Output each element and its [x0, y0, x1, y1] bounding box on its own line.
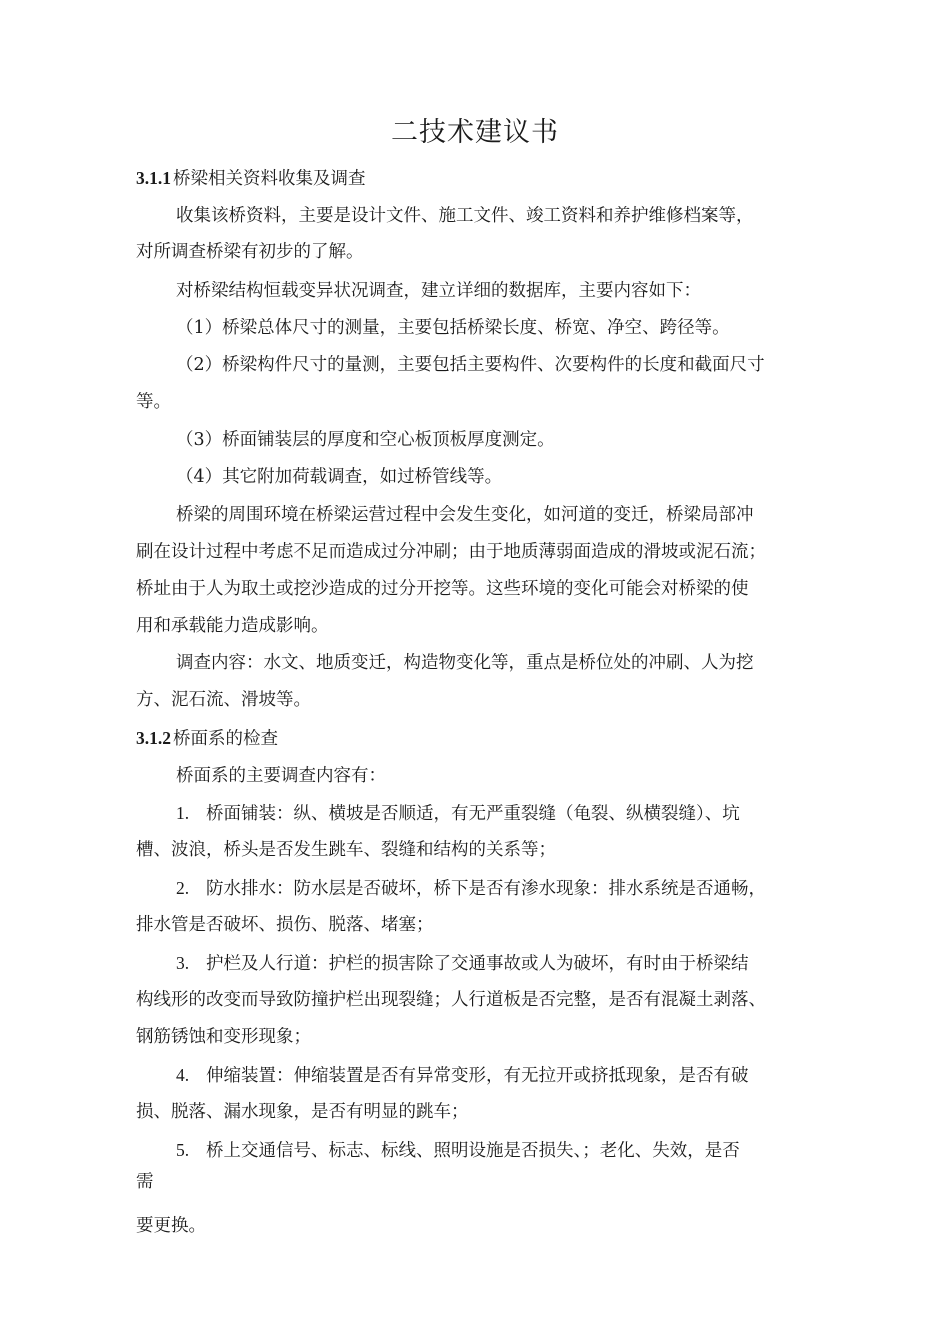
numbered-item — [176, 1138, 740, 1163]
numbered-item — [176, 876, 766, 901]
section-number: 3.1.2 — [136, 728, 171, 748]
item-text: 桥面铺装：纵、横坡是否顺适，有无严重裂缝（龟裂、纵横裂缝）、坑 — [206, 804, 740, 824]
numbered-item — [176, 801, 740, 826]
numbered-item-continuation: 需 — [136, 1172, 154, 1192]
list-item: （1）桥梁总体尺寸的测量，主要包括桥梁长度、桥宽、净空、跨径等。 — [176, 318, 730, 338]
document-title: 二技术建议书 — [391, 117, 559, 148]
numbered-item — [176, 951, 749, 976]
paragraph-line: 用和承载能力造成影响。 — [136, 616, 329, 636]
numbered-item-continuation: 钢筋锈蚀和变形现象； — [136, 1027, 311, 1047]
numbered-item — [176, 1063, 749, 1088]
item-text: 桥上交通信号、标志、标线、照明设施是否损失、；老化、失效，是否 — [206, 1141, 740, 1161]
item-number: 2. — [176, 878, 190, 898]
paragraph-line: 桥面系的主要调查内容有： — [176, 766, 386, 786]
paragraph-line: 收集该桥资料，主要是设计文件、施工文件、竣工资料和养护维修档案等， — [176, 206, 754, 226]
paragraph-line: 桥址由于人为取土或挖沙造成的过分开挖等。这些环境的变化可能会对桥梁的使 — [136, 579, 749, 599]
item-number: 4. — [176, 1065, 190, 1085]
item-text: 防水排水：防水层是否破坏，桥下是否有渗水现象：排水系统是否通畅， — [206, 879, 766, 899]
list-item: （2）桥梁构件尺寸的量测，主要包括主要构件、次要构件的长度和截面尺寸 — [176, 355, 765, 375]
paragraph-line: 对所调查桥梁有初步的了解。 — [136, 242, 364, 262]
numbered-item-continuation: 损、脱落、漏水现象，是否有明显的跳车； — [136, 1102, 469, 1122]
paragraph-line: 方、泥石流、滑坡等。 — [136, 690, 311, 710]
item-number: 5. — [176, 1140, 190, 1160]
section-title: 桥梁相关资料收集及调查 — [173, 169, 366, 189]
section-number: 3.1.1 — [136, 168, 171, 188]
list-item: （4）其它附加荷载调查，如过桥管线等。 — [176, 467, 503, 487]
numbered-item-continuation: 槽、波浪，桥头是否发生跳车、裂缝和结构的关系等； — [136, 840, 556, 860]
item-number: 3. — [176, 953, 190, 973]
numbered-item-continuation: 排水管是否破坏、损伤、脱落、堵塞； — [136, 915, 434, 935]
section-heading-3-1-2 — [136, 726, 278, 751]
section-heading-3-1-1 — [136, 166, 366, 191]
paragraph-line: 刷在设计过程中考虑不足而造成过分冲刷；由于地质薄弱面造成的滑坡或泥石流； — [136, 542, 766, 562]
numbered-item-continuation: 构线形的改变而导致防撞护栏出现裂缝；人行道板是否完整，是否有混凝土剥落、 — [136, 990, 766, 1010]
item-number: 1. — [176, 803, 190, 823]
item-text: 伸缩装置：伸缩装置是否有异常变形，有无拉开或挤抵现象，是否有破 — [206, 1066, 749, 1086]
paragraph-line: 调查内容：水文、地质变迁，构造物变化等，重点是桥位处的冲刷、人为挖 — [176, 653, 754, 673]
paragraph-line: 对桥梁结构恒载变异状况调查，建立详细的数据库，主要内容如下： — [176, 281, 701, 301]
numbered-item-continuation: 要更换。 — [136, 1216, 206, 1236]
list-item: （3）桥面铺装层的厚度和空心板顶板厚度测定。 — [176, 430, 555, 450]
list-item-continuation: 等。 — [136, 392, 171, 412]
item-text: 护栏及人行道：护栏的损害除了交通事故或人为破坏，有时由于桥梁结 — [206, 954, 749, 974]
paragraph-line: 桥梁的周围环境在桥梁运营过程中会发生变化，如河道的变迁，桥梁局部冲 — [176, 505, 754, 525]
section-title: 桥面系的检查 — [173, 729, 278, 749]
